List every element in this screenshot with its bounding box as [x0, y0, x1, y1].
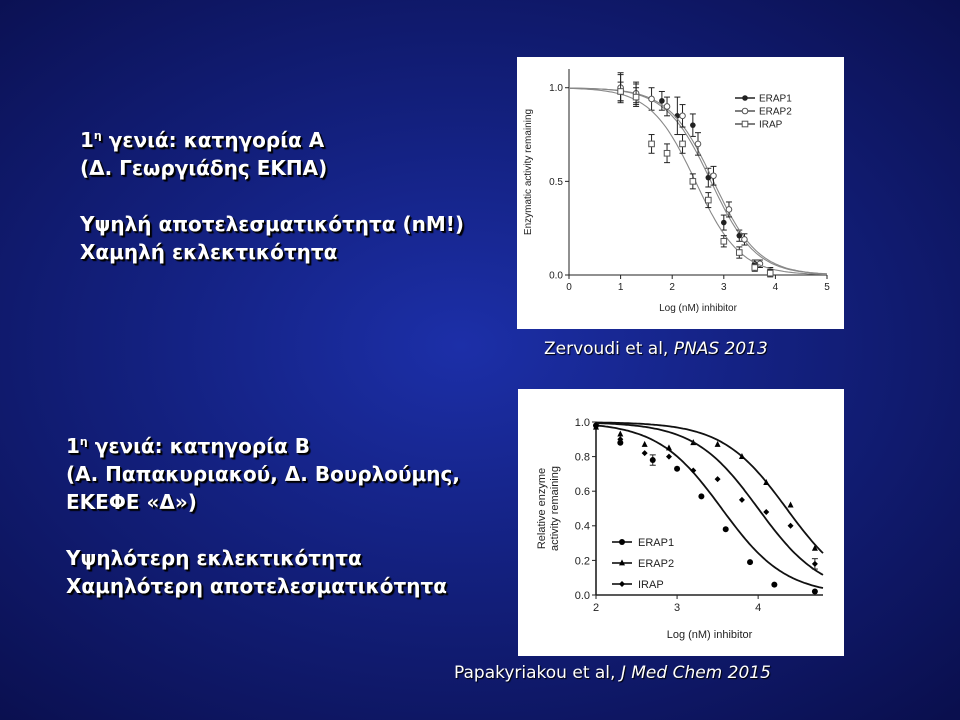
data-point-irap — [690, 467, 696, 473]
x-tick-label: 2 — [669, 282, 675, 293]
data-point-erap2 — [695, 141, 701, 147]
data-point-erap2 — [642, 441, 648, 447]
data-point-irap — [706, 197, 712, 203]
y-tick-label: 0.0 — [549, 270, 563, 282]
y-tick-label: 1.0 — [574, 416, 590, 429]
data-point-irap — [752, 265, 758, 271]
chart-papakyriakou — [518, 389, 844, 656]
y-axis-label: Enzymatic activity remaining — [523, 108, 534, 236]
section-a-point-2: Χαμηλή εκλεκτικότητα — [80, 240, 338, 264]
chart-zervoudi — [517, 57, 844, 329]
data-point-erap1 — [698, 493, 704, 499]
section-a-text — [80, 126, 464, 266]
data-point-irap — [666, 454, 672, 460]
data-point-erap1 — [674, 466, 680, 472]
section-a-authors: (Δ. Γεωργιάδης ΕΚΠΑ) — [80, 156, 328, 180]
fit-curve-erap2 — [596, 422, 823, 553]
data-point-erap2 — [742, 237, 748, 243]
data-point-irap — [721, 238, 727, 244]
figure-zervoudi — [517, 57, 844, 329]
legend-label-erap2: ERAP2 — [759, 106, 792, 118]
data-point-irap — [715, 476, 721, 482]
data-point-erap2 — [617, 431, 623, 437]
x-axis-label: Log (nM) inhibitor — [659, 303, 737, 314]
y-tick-label: 0.8 — [574, 451, 590, 464]
x-axis-label: Log (nM) inhibitor — [666, 629, 753, 641]
y-tick-label: 0.2 — [574, 555, 590, 568]
data-point-erap1 — [690, 122, 696, 128]
section-b-authors-2: ΕΚΕΦΕ «Δ») — [66, 490, 197, 514]
legend-label-irap: IRAP — [638, 578, 664, 591]
data-point-irap — [690, 179, 696, 185]
y-tick-label: 0.4 — [574, 520, 590, 533]
citation-papakyriakou: Papakyriakou et al, J Med Chem 2015 — [454, 663, 771, 683]
citation-zervoudi: Zervoudi et al, PNAS 2013 — [544, 339, 768, 359]
data-point-irap — [763, 509, 769, 515]
data-point-erap1 — [812, 589, 818, 595]
data-point-irap — [618, 89, 624, 95]
figure-papakyriakou — [518, 389, 844, 656]
x-tick-label: 4 — [755, 602, 762, 614]
data-point-erap2 — [788, 501, 794, 507]
x-tick-label: 5 — [824, 282, 830, 293]
y-axis-label: activity remaining — [549, 466, 561, 551]
fit-curve-irap — [596, 423, 823, 575]
data-point-irap — [812, 561, 818, 567]
data-point-erap1 — [771, 582, 777, 588]
data-point-erap2 — [680, 113, 686, 119]
data-point-irap — [788, 523, 794, 529]
data-point-erap1 — [747, 559, 753, 565]
section-b-point-2: Χαμηλότερη αποτελεσματικότητα — [66, 574, 447, 598]
x-tick-label: 2 — [592, 602, 600, 614]
x-tick-label: 3 — [674, 602, 681, 614]
data-point-irap — [649, 141, 655, 147]
x-tick-label: 0 — [566, 282, 572, 293]
data-point-erap2 — [664, 104, 670, 110]
data-point-irap — [680, 141, 686, 147]
section-b-title: $1^\eta$ γενιά: κατηγορία Β — [66, 434, 310, 458]
section-b-authors-1: (Α. Παπακυριακού, Δ. Βουρλούμης, — [66, 462, 460, 486]
x-tick-label: 4 — [772, 282, 779, 293]
section-a-title: $1^\eta$ γενιά: κατηγορία Α — [80, 128, 325, 152]
data-point-erap2 — [649, 96, 655, 102]
legend-label-erap1: ERAP1 — [759, 93, 792, 105]
x-tick-label: 1 — [617, 282, 624, 293]
data-point-irap — [739, 497, 745, 503]
legend-marker-irap — [742, 121, 748, 127]
data-point-erap1 — [721, 220, 727, 226]
data-point-erap2 — [711, 173, 717, 179]
y-tick-label: 0.6 — [574, 486, 590, 499]
legend-label-erap2: ERAP2 — [638, 557, 675, 570]
data-point-erap1 — [650, 457, 656, 463]
data-point-erap1 — [659, 98, 665, 104]
legend-marker-erap1 — [619, 539, 625, 545]
data-point-irap — [664, 150, 670, 156]
section-b-text — [66, 432, 460, 600]
y-tick-label: 0.0 — [574, 589, 590, 602]
x-tick-label: 3 — [721, 282, 727, 293]
data-point-irap — [767, 270, 773, 276]
data-point-irap — [736, 250, 742, 256]
section-b-point-1: Υψηλότερη εκλεκτικότητα — [66, 546, 362, 570]
y-tick-label: 1.0 — [549, 83, 563, 95]
legend-label-erap1: ERAP1 — [638, 536, 675, 549]
data-point-irap — [633, 94, 639, 100]
data-point-erap2 — [726, 207, 732, 213]
legend-marker-erap2 — [742, 108, 748, 114]
section-a-point-1: Υψηλή αποτελεσματικότητα (nM!) — [80, 212, 464, 236]
data-point-irap — [642, 450, 648, 456]
y-tick-label: 0.5 — [549, 176, 563, 188]
data-point-erap1 — [723, 526, 729, 532]
legend-marker-erap1 — [742, 95, 748, 101]
legend-label-irap: IRAP — [759, 119, 783, 131]
y-axis-label: Relative enzyme — [536, 467, 548, 550]
legend-marker-irap — [619, 581, 625, 587]
